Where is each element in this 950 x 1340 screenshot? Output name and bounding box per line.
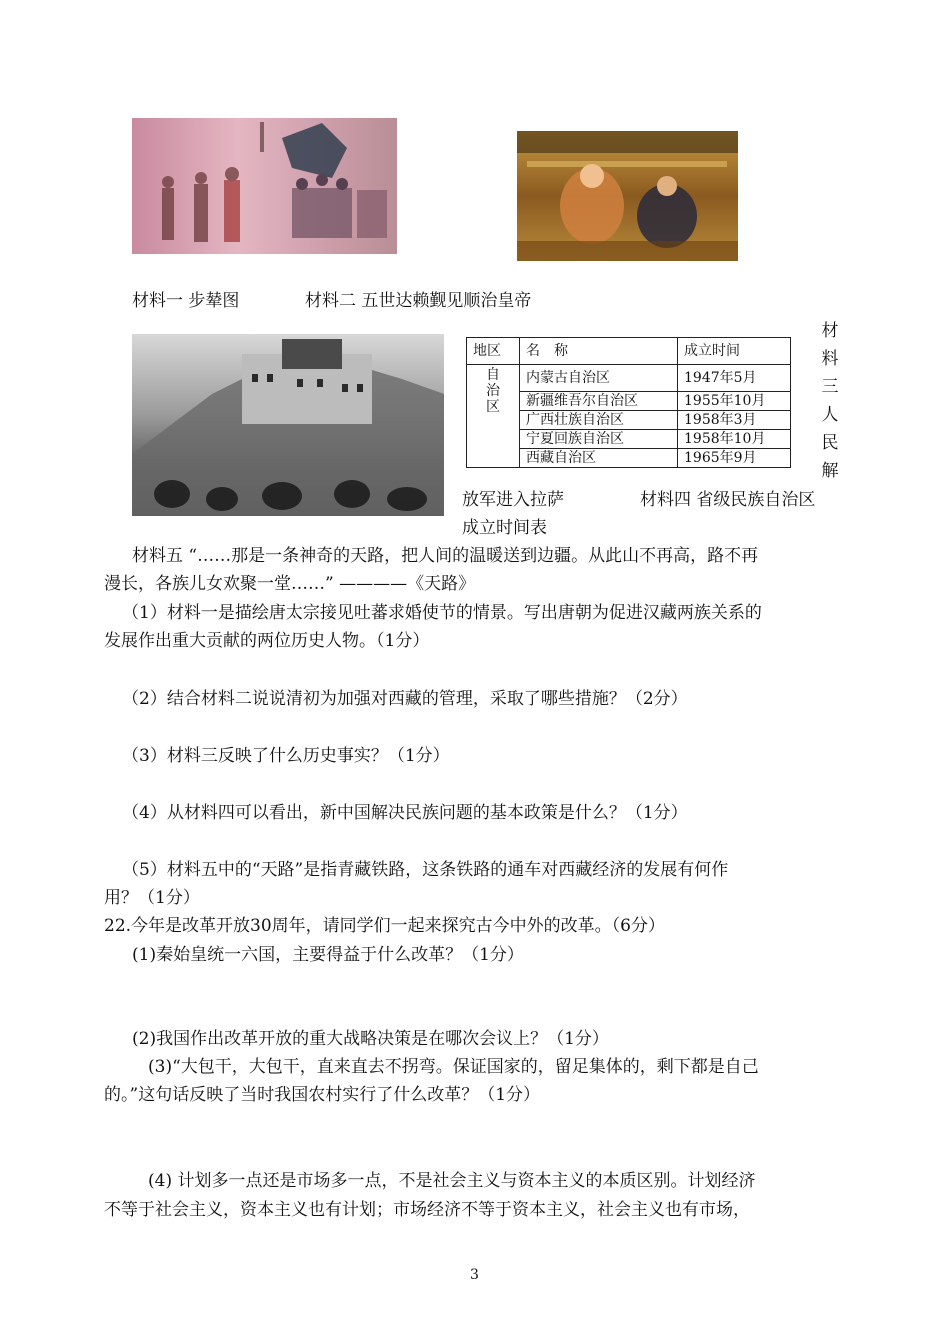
table-cell-name: 新疆维吾尔自治区: [520, 392, 678, 411]
vertical-char: 料: [821, 349, 839, 369]
question-5-line2: 用？（1分）: [104, 888, 200, 908]
question-3: （3）材料三反映了什么历史事实？（1分）: [122, 746, 450, 766]
material-5-line1: 材料五 “……那是一条神奇的天路，把人间的温暖送到边疆。从此山不再高，路不再: [132, 546, 759, 566]
photo-lhasa: [132, 334, 444, 516]
table-cell-date: 1958年3月: [678, 411, 791, 430]
autonomous-region-table: [466, 337, 791, 468]
vertical-char: 材: [821, 321, 839, 341]
caption-material-4-tail: 成立时间表: [462, 518, 547, 538]
question-22-4-line1: (4) 计划多一点还是市场多一点，不是社会主义与资本主义的本质区别。计划经济: [148, 1171, 756, 1191]
autonomous-region-table-wrap: [466, 337, 791, 468]
table-cell-date: 1955年10月: [678, 392, 791, 411]
question-4: （4）从材料四可以看出，新中国解决民族问题的基本政策是什么？（1分）: [122, 803, 688, 823]
table-header-cell: 名 称: [520, 338, 678, 365]
question-1-line1: （1）材料一是描绘唐太宗接见吐蕃求婚使节的情景。写出唐朝为促进汉藏两族关系的: [122, 603, 762, 623]
painting-buniantu: [132, 118, 397, 254]
table-cell-date: 1958年10月: [678, 430, 791, 449]
caption-material-1: 材料一 步辇图: [132, 291, 240, 311]
table-header-row: [467, 338, 791, 365]
question-22-3-line2: 的。”这句话反映了当时我国农村实行了什么改革？（1分）: [104, 1085, 541, 1105]
table-row: [467, 365, 791, 392]
caption-material-2: 材料二 五世达赖觐见顺治皇帝: [305, 291, 532, 311]
vertical-char: 解: [821, 461, 839, 481]
question-1-line2: 发展作出重大贡献的两位历史人物。（1分）: [104, 631, 430, 651]
painting-dalai: [517, 131, 738, 261]
question-2: （2）结合材料二说说清初为加强对西藏的管理，采取了哪些措施？（2分）: [122, 689, 688, 709]
photo-lhasa-icon: [132, 334, 444, 516]
table-region-label: 自治区: [486, 367, 500, 415]
table-cell-name: 广西壮族自治区: [520, 411, 678, 430]
material-5-line2: 漫长，各族儿女欢聚一堂……” ————《天路》: [104, 574, 476, 594]
question-22-2: (2)我国作出改革开放的重大战略决策是在哪次会议上？（1分）: [132, 1029, 609, 1049]
question-5-line1: （5）材料五中的“天路”是指青藏铁路，这条铁路的通车对西藏经济的发展有何作: [122, 860, 729, 880]
page-number: 3: [470, 1267, 479, 1283]
table-header-cell: 成立时间: [678, 338, 791, 365]
question-22: 22.今年是改革开放30周年，请同学们一起来探究古今中外的改革。（6分）: [104, 916, 665, 936]
table-cell-date: 1947年5月: [678, 365, 791, 392]
vertical-char: 人: [821, 405, 839, 425]
table-region-cell: [467, 365, 520, 468]
table-header-cell: 地区: [467, 338, 520, 365]
question-22-1: (1)秦始皇统一六国，主要得益于什么改革？（1分）: [132, 945, 524, 965]
table-cell-name: 内蒙古自治区: [520, 365, 678, 392]
caption-material-3-tail: 放军进入拉萨: [462, 490, 564, 510]
caption-material-4: 材料四 省级民族自治区: [640, 490, 816, 510]
painting-buniantu-icon: [132, 118, 397, 254]
vertical-char: 民: [821, 433, 839, 453]
table-cell-name: 宁夏回族自治区: [520, 430, 678, 449]
table-cell-date: 1965年9月: [678, 449, 791, 468]
table-cell-name: 西藏自治区: [520, 449, 678, 468]
caption-material-3-vertical: [820, 317, 840, 485]
vertical-char: 三: [821, 377, 839, 397]
question-22-4-line2: 不等于社会主义，资本主义也有计划；市场经济不等于资本主义，社会主义也有市场，: [104, 1200, 750, 1220]
question-22-3-line1: (3)“大包干，大包干，直来直去不拐弯。保证国家的，留足集体的，剩下都是自己: [148, 1057, 759, 1077]
painting-dalai-icon: [517, 131, 738, 261]
